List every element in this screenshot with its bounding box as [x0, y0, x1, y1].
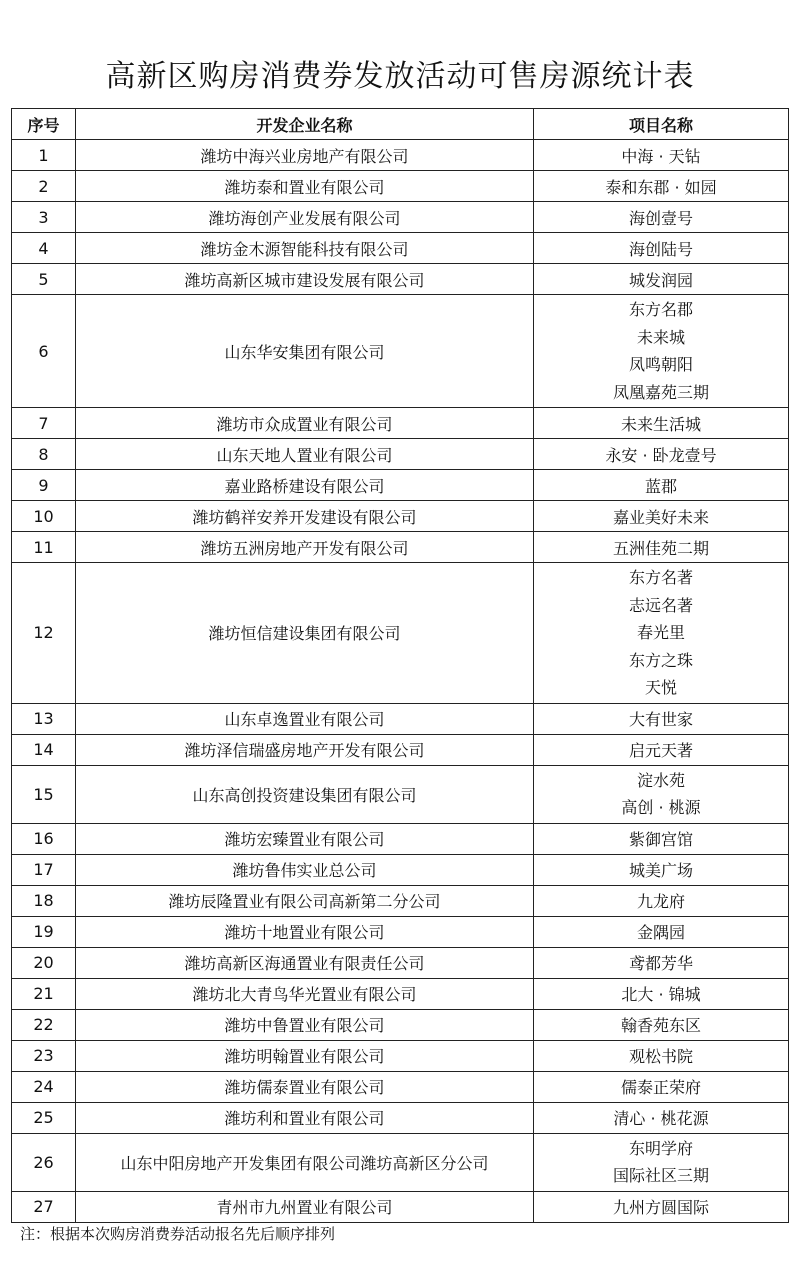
table-header-row: [12, 109, 789, 140]
project-cell: [534, 1040, 789, 1071]
project-cell: [534, 854, 789, 885]
table-row: [12, 408, 789, 439]
project-name: 志远名著: [628, 595, 693, 615]
project-name: 未来城: [636, 327, 685, 347]
housing-table: [11, 108, 789, 1223]
project-cell: [534, 264, 789, 295]
project-cell: [534, 202, 789, 233]
project-name: 凤凰嘉苑三期: [612, 382, 709, 402]
row-number: 6: [12, 295, 76, 408]
table-row: [12, 140, 789, 171]
row-number: 11: [12, 532, 76, 563]
row-number: 9: [12, 470, 76, 501]
row-number: 20: [12, 947, 76, 978]
table-row: [12, 470, 789, 501]
project-name: 清心 · 桃花源: [613, 1109, 709, 1128]
table-row: [12, 854, 789, 885]
project-cell: [534, 171, 789, 202]
table-row: [12, 947, 789, 978]
table-row: [12, 1191, 789, 1222]
project-name: 东方之珠: [628, 650, 693, 670]
company-name: 潍坊中海兴业房地产有限公司: [76, 140, 534, 171]
project-name: 凤鸣朝阳: [628, 355, 693, 374]
table-row: [12, 1133, 789, 1191]
company-name: 潍坊中鲁置业有限公司: [76, 1009, 534, 1040]
project-name: 海创壹号: [628, 208, 693, 228]
project-cell: [534, 885, 789, 916]
project-name: 国际社区三期: [612, 1166, 709, 1185]
row-number: 15: [12, 765, 76, 823]
project-name: 中海 · 天钻: [621, 146, 701, 166]
table-row: [12, 1102, 789, 1133]
project-cell: [534, 916, 789, 947]
project-cell: [534, 501, 789, 532]
table-row: [12, 233, 789, 264]
row-number: 23: [12, 1040, 76, 1071]
company-name: 潍坊明翰置业有限公司: [76, 1040, 534, 1071]
company-name: 潍坊海创产业发展有限公司: [76, 202, 534, 233]
project-name: 儒泰正荣府: [620, 1078, 701, 1097]
company-name: 潍坊五洲房地产开发有限公司: [76, 532, 534, 563]
company-name: 潍坊恒信建设集团有限公司: [76, 563, 534, 704]
project-name: 金隅园: [636, 923, 685, 942]
project-cell: [534, 532, 789, 563]
company-name: 潍坊市众成置业有限公司: [76, 408, 534, 439]
project-name: 东方名著: [628, 568, 693, 587]
table-row: [12, 532, 789, 563]
project-cell: [534, 1009, 789, 1040]
project-name: 淀水苑: [636, 770, 685, 790]
row-number: 25: [12, 1102, 76, 1133]
project-name: 泰和东郡 · 如园: [605, 177, 717, 197]
row-number: 22: [12, 1009, 76, 1040]
project-name: 蓝郡: [644, 476, 677, 496]
project-name: 启元天著: [628, 741, 693, 760]
project-cell: [534, 703, 789, 734]
project-name: 海创陆号: [628, 239, 693, 259]
table-row: [12, 823, 789, 854]
row-number: 13: [12, 703, 76, 734]
page-title: 高新区购房消费券发放活动可售房源统计表: [105, 59, 695, 94]
company-name: 潍坊儒泰置业有限公司: [76, 1071, 534, 1102]
company-name: 潍坊鹤祥安养开发建设有限公司: [76, 501, 534, 532]
row-number: 17: [12, 854, 76, 885]
company-name: 潍坊十地置业有限公司: [76, 916, 534, 947]
company-name: 潍坊金木源智能科技有限公司: [76, 233, 534, 264]
table-row: [12, 501, 789, 532]
project-cell: [534, 1071, 789, 1102]
project-name: 未来生活城: [620, 414, 701, 434]
company-name: 潍坊宏臻置业有限公司: [76, 823, 534, 854]
project-name: 大有世家: [628, 710, 693, 729]
project-cell: [534, 1133, 789, 1191]
table-row: [12, 1009, 789, 1040]
company-name: 潍坊泰和置业有限公司: [76, 171, 534, 202]
row-number: 18: [12, 885, 76, 916]
project-name: 九州方圆国际: [612, 1198, 709, 1217]
row-number: 19: [12, 916, 76, 947]
company-name: 潍坊鲁伟实业总公司: [76, 854, 534, 885]
company-name: 山东天地人置业有限公司: [76, 439, 534, 470]
project-name: 翰香苑东区: [620, 1016, 701, 1035]
header-company: 开发企业名称: [76, 109, 534, 140]
project-name: 观松书院: [628, 1047, 693, 1066]
table-row: [12, 295, 789, 408]
row-number: 4: [12, 233, 76, 264]
row-number: 3: [12, 202, 76, 233]
row-number: 27: [12, 1191, 76, 1222]
project-cell: [534, 734, 789, 765]
project-cell: [534, 470, 789, 501]
row-number: 24: [12, 1071, 76, 1102]
table-row: [12, 202, 789, 233]
company-name: 山东卓逸置业有限公司: [76, 703, 534, 734]
project-cell: [534, 295, 789, 408]
table-row: [12, 734, 789, 765]
row-number: 26: [12, 1133, 76, 1191]
row-number: 12: [12, 563, 76, 704]
header-no: 序号: [12, 109, 76, 140]
company-name: 嘉业路桥建设有限公司: [76, 470, 534, 501]
table-row: [12, 563, 789, 704]
project-name: 紫御宫馆: [628, 830, 693, 849]
table-row: [12, 765, 789, 823]
footnote: 注：根据本次购房消费券活动报名先后顺序排列: [20, 1225, 336, 1243]
project-name: 永安 · 卧龙壹号: [605, 445, 717, 465]
company-name: 青州市九州置业有限公司: [76, 1191, 534, 1222]
row-number: 14: [12, 734, 76, 765]
row-number: 10: [12, 501, 76, 532]
table-row: [12, 978, 789, 1009]
project-cell: [534, 1102, 789, 1133]
table-row: [12, 439, 789, 470]
row-number: 1: [12, 140, 76, 171]
project-name: 城发润园: [628, 270, 693, 290]
project-cell: [534, 140, 789, 171]
row-number: 8: [12, 439, 76, 470]
company-name: 潍坊北大青鸟华光置业有限公司: [76, 978, 534, 1009]
project-cell: [534, 1191, 789, 1222]
header-project: 项目名称: [534, 109, 789, 140]
row-number: 21: [12, 978, 76, 1009]
project-cell: [534, 947, 789, 978]
table-row: [12, 1040, 789, 1071]
company-name: 山东华安集团有限公司: [76, 295, 534, 408]
company-name: 山东中阳房地产开发集团有限公司潍坊高新区分公司: [76, 1133, 534, 1191]
project-name: 城美广场: [628, 861, 693, 880]
project-name: 天悦: [644, 678, 677, 697]
project-cell: [534, 823, 789, 854]
company-name: 潍坊辰隆置业有限公司高新第二分公司: [76, 885, 534, 916]
table-row: [12, 885, 789, 916]
project-cell: [534, 765, 789, 823]
project-cell: [534, 439, 789, 470]
project-name: 春光里: [636, 623, 685, 642]
project-cell: [534, 563, 789, 704]
project-name: 高创 · 桃源: [621, 798, 701, 817]
project-name: 九龙府: [636, 892, 685, 911]
row-number: 16: [12, 823, 76, 854]
project-name: 五洲佳苑二期: [612, 538, 709, 558]
table-row: [12, 703, 789, 734]
project-name: 东方名郡: [628, 300, 693, 319]
table-row: [12, 1071, 789, 1102]
project-name: 鸢都芳华: [628, 954, 693, 973]
project-cell: [534, 408, 789, 439]
project-cell: [534, 978, 789, 1009]
company-name: 潍坊泽信瑞盛房地产开发有限公司: [76, 734, 534, 765]
table-row: [12, 916, 789, 947]
company-name: 潍坊高新区海通置业有限责任公司: [76, 947, 534, 978]
company-name: 山东高创投资建设集团有限公司: [76, 765, 534, 823]
project-name: 北大 · 锦城: [621, 985, 701, 1004]
table-row: [12, 171, 789, 202]
project-name: 嘉业美好未来: [612, 507, 709, 527]
project-name: 东明学府: [628, 1138, 693, 1158]
company-name: 潍坊高新区城市建设发展有限公司: [76, 264, 534, 295]
row-number: 5: [12, 264, 76, 295]
project-cell: [534, 233, 789, 264]
row-number: 7: [12, 408, 76, 439]
row-number: 2: [12, 171, 76, 202]
table-body: [12, 140, 789, 1223]
table-row: [12, 264, 789, 295]
company-name: 潍坊利和置业有限公司: [76, 1102, 534, 1133]
